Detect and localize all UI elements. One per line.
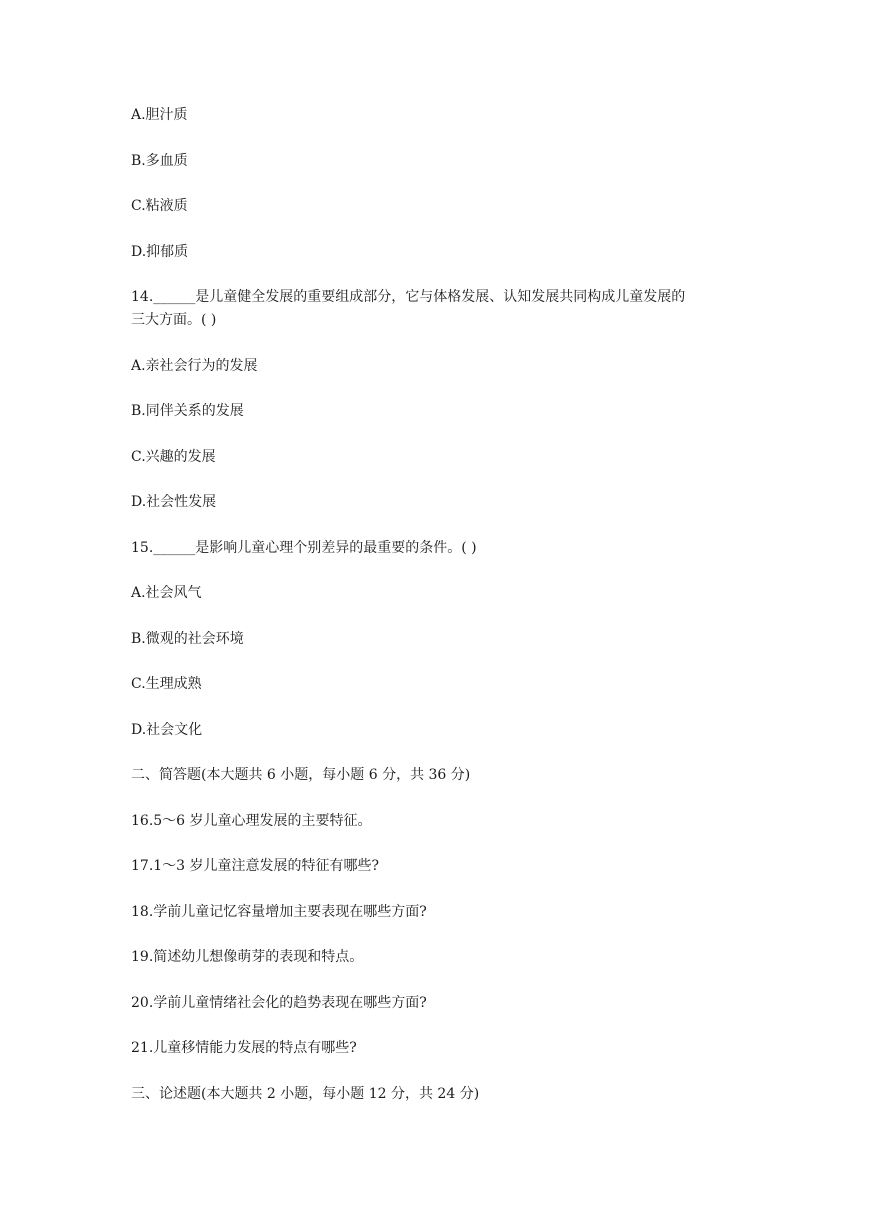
q15-option-a: A.社会风气 (131, 585, 202, 601)
q16: 16.5～6 岁儿童心理发展的主要特征。 (131, 813, 372, 829)
section-3-heading: 三、论述题(本大题共 2 小题，每小题 12 分，共 24 分) (131, 1086, 480, 1102)
q14-stem-line2: 三大方面。( ) (131, 312, 217, 328)
q20: 20.学前儿童情绪社会化的趋势表现在哪些方面? (131, 995, 427, 1011)
q17: 17.1～3 岁儿童注意发展的特征有哪些? (131, 858, 380, 874)
q13-option-d: D.抑郁质 (131, 244, 189, 260)
q14-option-b: B.同伴关系的发展 (131, 403, 244, 419)
q15-option-c: C.生理成熟 (131, 676, 202, 692)
q14-option-d: D.社会性发展 (131, 494, 217, 510)
q15-stem: 15.______是影响儿童心理个别差异的最重要的条件。( ) (131, 540, 477, 556)
q15-option-b: B.微观的社会环境 (131, 631, 244, 647)
q14-option-a: A.亲社会行为的发展 (131, 358, 258, 374)
q14-stem-line1: 14.______是儿童健全发展的重要组成部分，它与体格发展、认知发展共同构成儿童发展的 (131, 289, 686, 305)
q13-option-a: A.胆汁质 (131, 107, 188, 123)
q21: 21.儿童移情能力发展的特点有哪些? (131, 1040, 357, 1056)
section-2-heading: 二、简答题(本大题共 6 小题，每小题 6 分，共 36 分) (131, 767, 471, 783)
q19: 19.简述幼儿想像萌芽的表现和特点。 (131, 949, 364, 965)
q15-option-d: D.社会文化 (131, 722, 203, 738)
q13-option-c: C.粘液质 (131, 198, 188, 214)
q14-option-c: C.兴趣的发展 (131, 449, 216, 465)
q18: 18.学前儿童记忆容量增加主要表现在哪些方面? (131, 904, 427, 920)
q13-option-b: B.多血质 (131, 153, 188, 169)
